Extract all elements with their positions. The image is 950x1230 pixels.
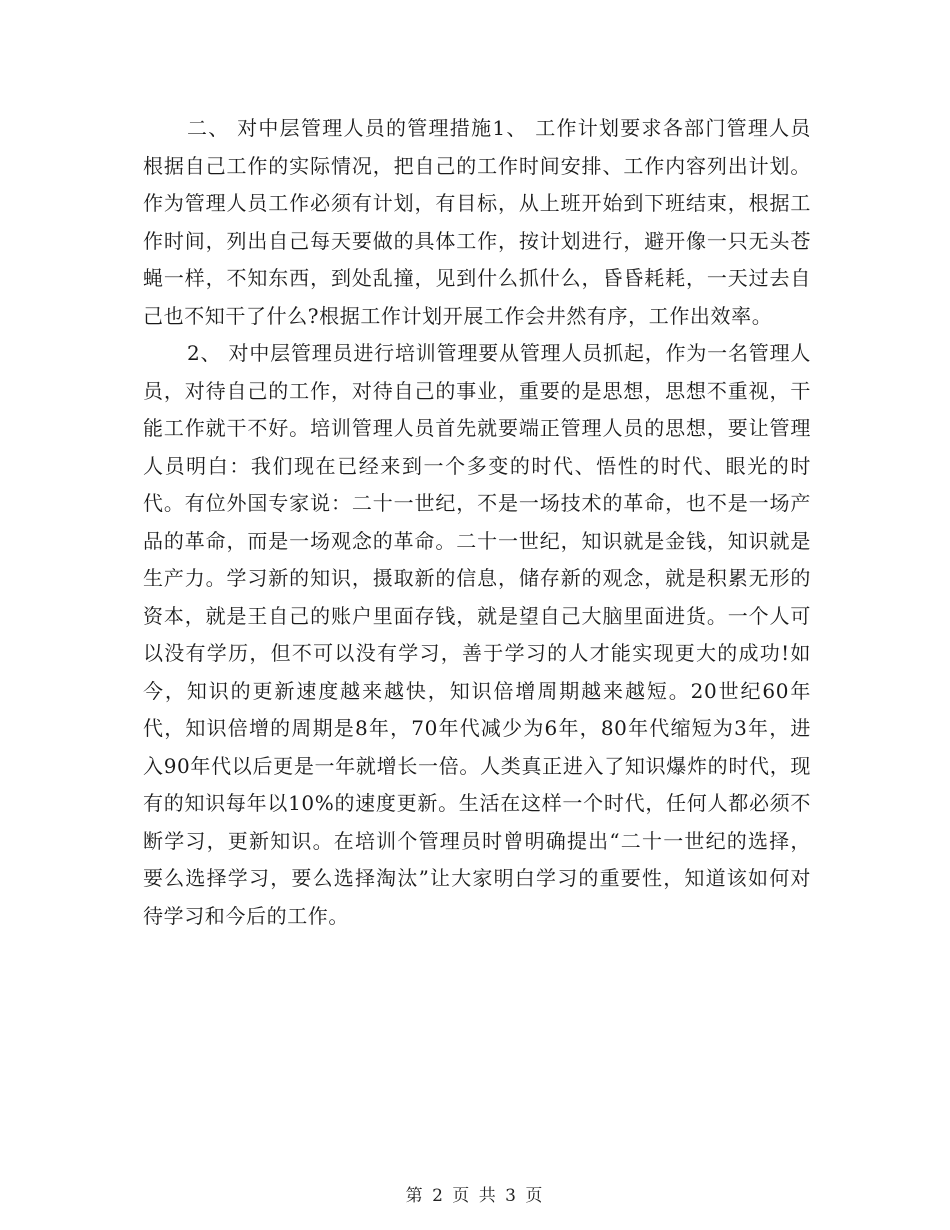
paragraph-training-management: 2、 对中层管理员进行培训管理要从管理人员抓起，作为一名管理人员，对待自己的工作，对待自己的事业，重要的是思想，思想不重视，干能工作就干不好。培训管理人员首先就要端正管理人员的思想，要让管理人员明白：我们现在已经来到一个多变的时代、悟性的时代、眼光的时代。有位外国专家说：二十一世纪，不是一场技术的革命，也不是一场产品的革命，而是一场观念的革命。二十一世纪，知识就是金钱，知识就是生产力。学习新的知识，摄取新的信息，储存新的观念，就是积累无形的资本，就是王自己的账户里面存钱，就是望自己大脑里面进货。一个人可以没有学历，但不可以没有学习，善于学习的人才能实现更大的成功!如今，知识的更新速度越来越快，知识倍增周期越来越短。20世纪60年代，知识倍增的周期是8年，70年代减少为6年，80年代缩短为3年，进入90年代以后更是一年就增长一倍。人类真正进入了知识爆炸的时代，现有的知识每年以10%的速度更新。生活在这样一个时代，任何人都必须不断学习，更新知识。在培训个管理员时曾明确提出“二十一世纪的选择，要么选择学习，要么选择淘汰”让大家明白学习的重要性，知道该如何对待学习和今后的工作。 xyxy=(143,341,811,928)
page-number-footer: 第 2 页 共 3 页 xyxy=(405,1186,545,1206)
document-body xyxy=(143,110,811,935)
paragraph-management-measures: 二、 对中层管理人员的管理措施1、 工作计划要求各部门管理人员根据自己工作的实际情况，把自己的工作时间安排、工作内容列出计划。作为管理人员工作必须有计划，有目标，从上班开始到下班结束，根据工作时间，列出自己每天要做的具体工作，按计划进行，避开像一只无头苍蝇一样，不知东西，到处乱撞，见到什么抓什么，昏昏耗耗，一天过去自己也不知干了什么?根据工作计划开展工作会井然有序，工作出效率。 xyxy=(143,116,811,328)
